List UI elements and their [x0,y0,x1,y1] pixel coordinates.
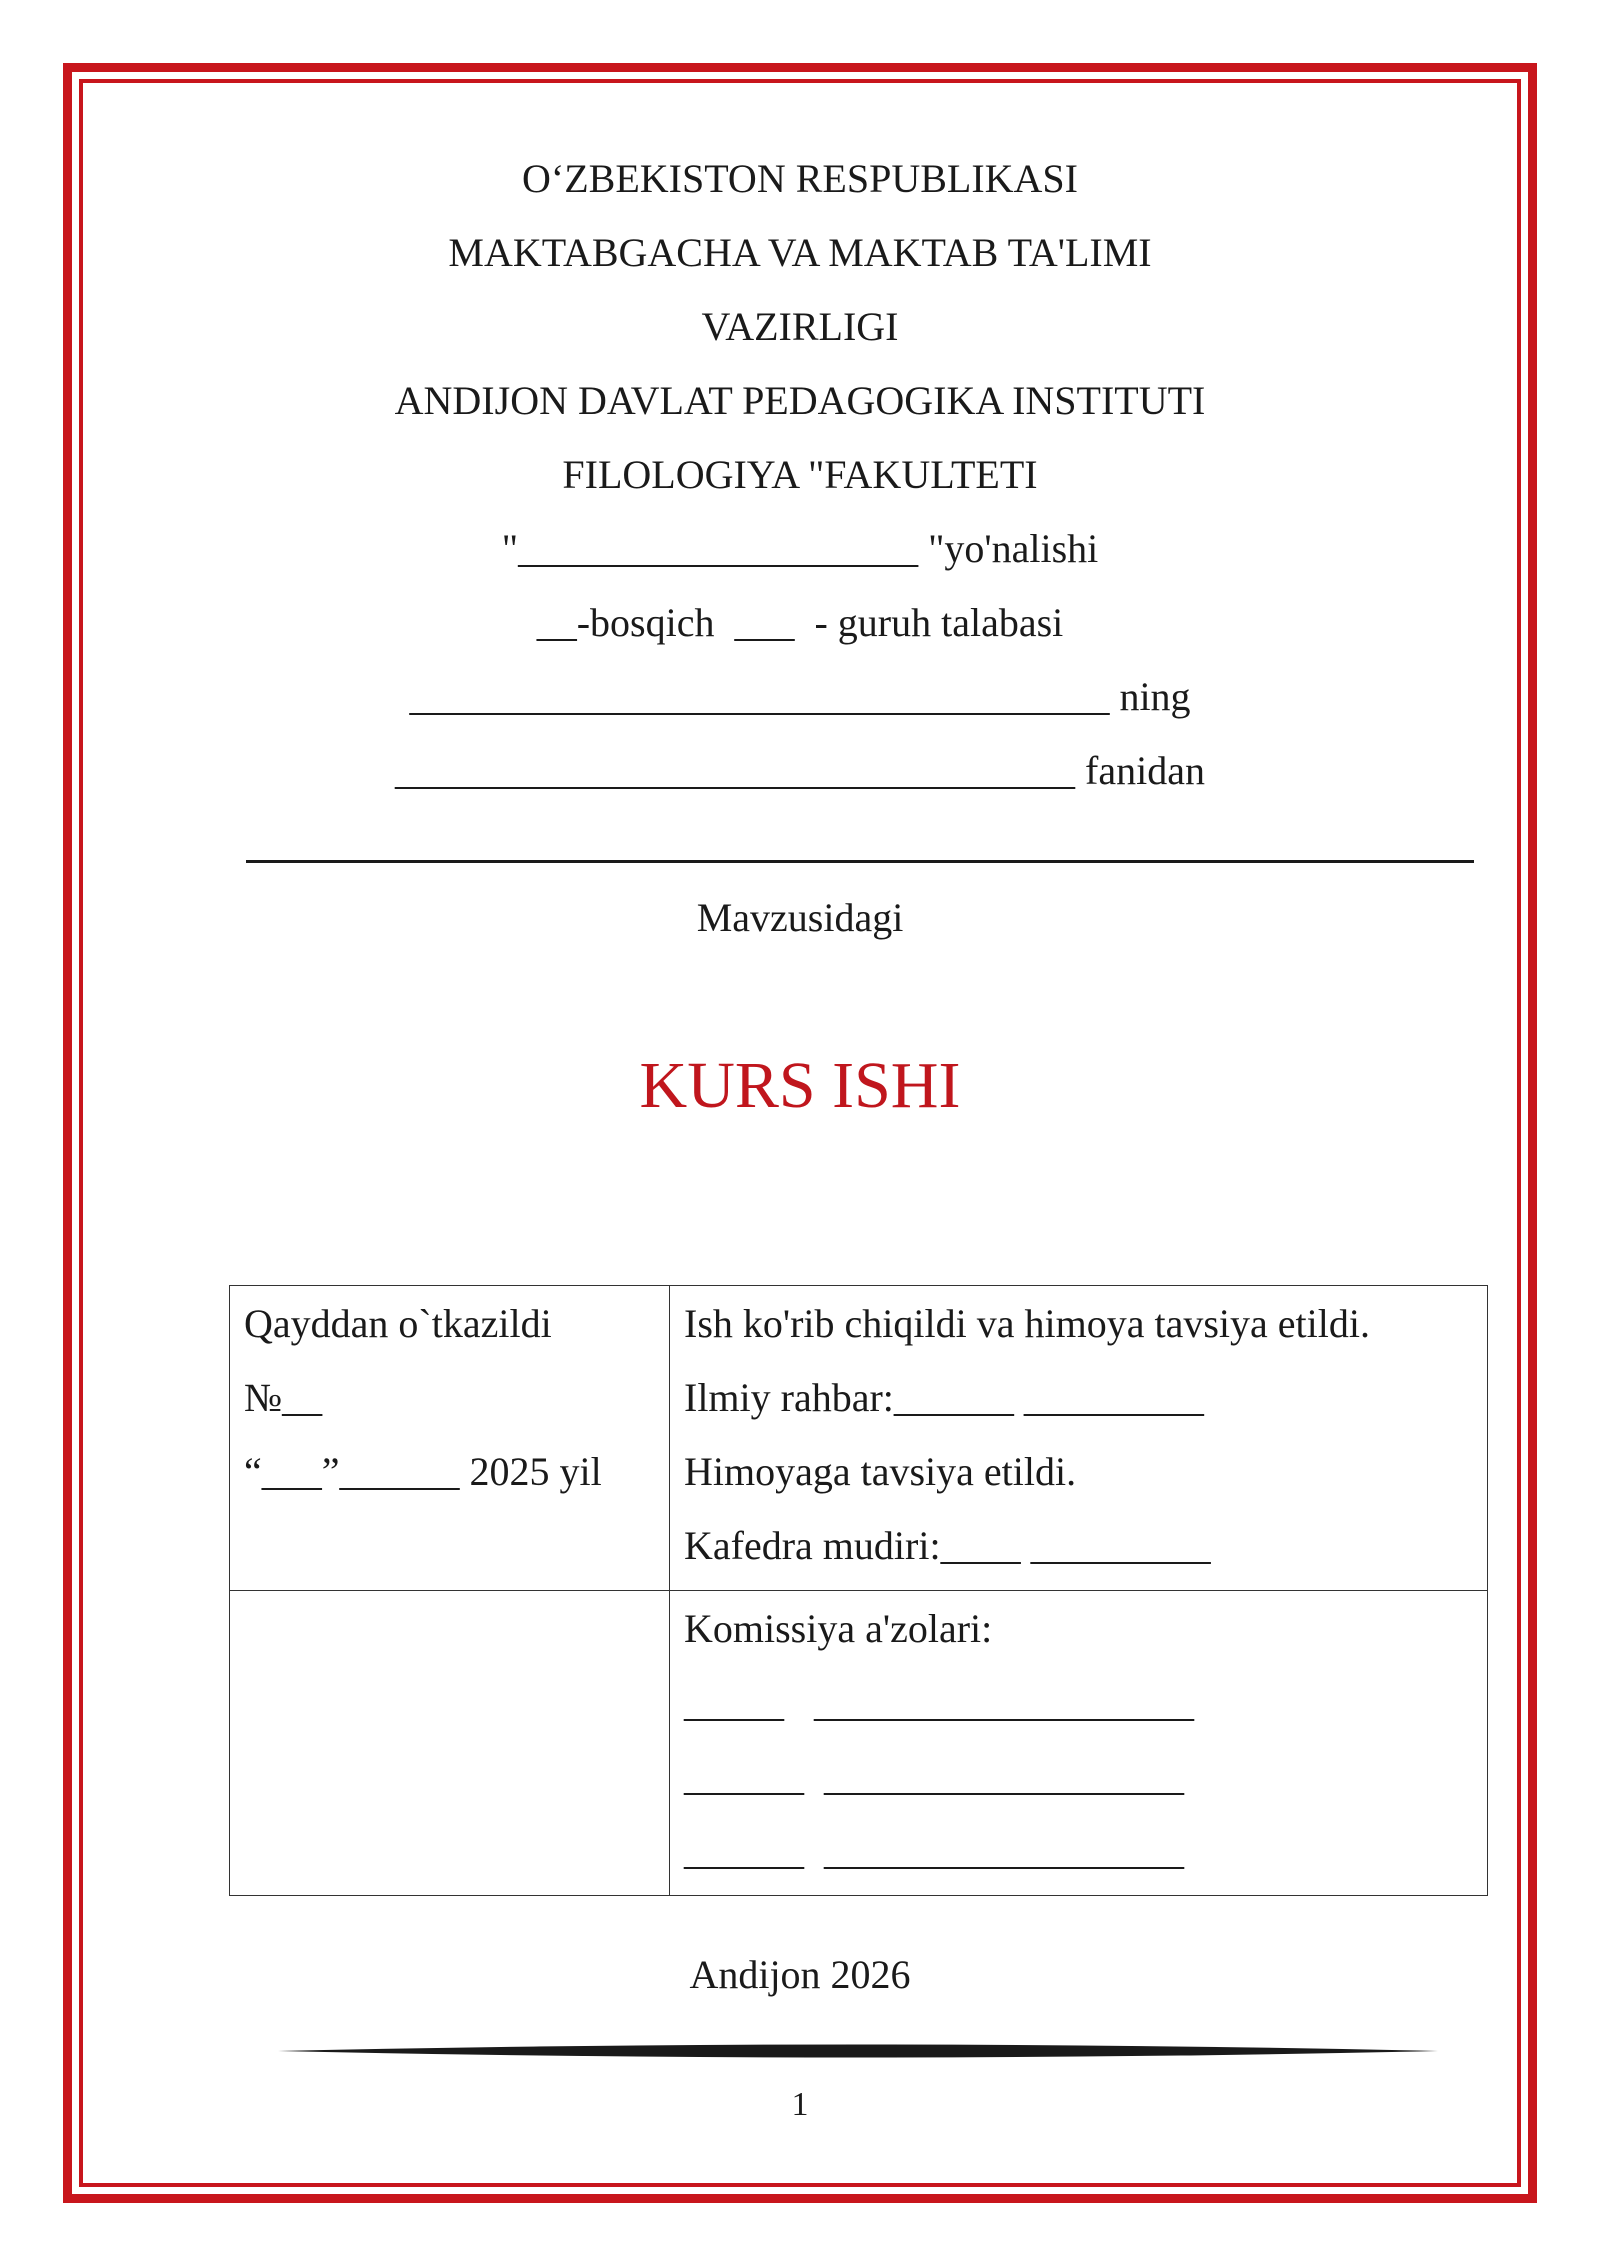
header-ministry: MAKTABGACHA VA MAKTAB TA'LIMI [448,230,1152,275]
review-cell [670,1286,1488,1591]
commission-member-1: _____ ___________________ [684,1680,1194,1725]
commission-label: Komissiya a'zolari: [684,1606,993,1651]
document-title: KURS ISHI [639,1049,961,1122]
header-faculty: FILOLOGIYA "FAKULTETI [562,452,1038,497]
supervisor-signature: Ilmiy rahbar:______ _________ [684,1375,1204,1420]
registration-date: “___”______ 2025 yil [244,1449,602,1494]
header-country: O‘ZBEKISTON RESPUBLIKASI [522,156,1078,201]
course-group-field: __-bosqich ___ - guruh talabasi [536,600,1064,645]
registration-number: №__ [244,1375,323,1420]
empty-cell [230,1591,670,1896]
direction-field: "____________________ "yo'nalishi [501,526,1099,571]
ornament-divider [278,2040,1438,2062]
header-institute: ANDIJON DAVLAT PEDAGOGIKA INSTITUTI [394,378,1206,423]
department-head-signature: Kafedra mudiri:____ _________ [684,1523,1211,1568]
topic-label: Mavzusidagi [696,895,904,940]
commission-cell [670,1591,1488,1896]
student-name-field: ___________________________________ ning [409,674,1191,719]
page-number: 1 [791,2086,809,2123]
review-statement: Ish ko'rib chiqildi va himoya tavsiya etildi. [684,1301,1370,1346]
defense-recommendation: Himoyaga tavsiya etildi. [684,1449,1077,1494]
city-year: Andijon 2026 [689,1952,911,1997]
commission-member-3: ______ __________________ [684,1828,1184,1873]
approval-row-2 [230,1591,1488,1896]
commission-member-2: ______ __________________ [684,1754,1184,1799]
registration-label: Qayddan o`tkazildi [244,1301,552,1346]
topic-blank-line [246,860,1474,863]
subject-field: __________________________________ fanidan [395,748,1205,793]
header-ministry-cont: VAZIRLIGI [701,304,899,349]
approval-row-1 [230,1286,1488,1591]
registration-cell [230,1286,670,1591]
approval-table [229,1285,1488,1896]
